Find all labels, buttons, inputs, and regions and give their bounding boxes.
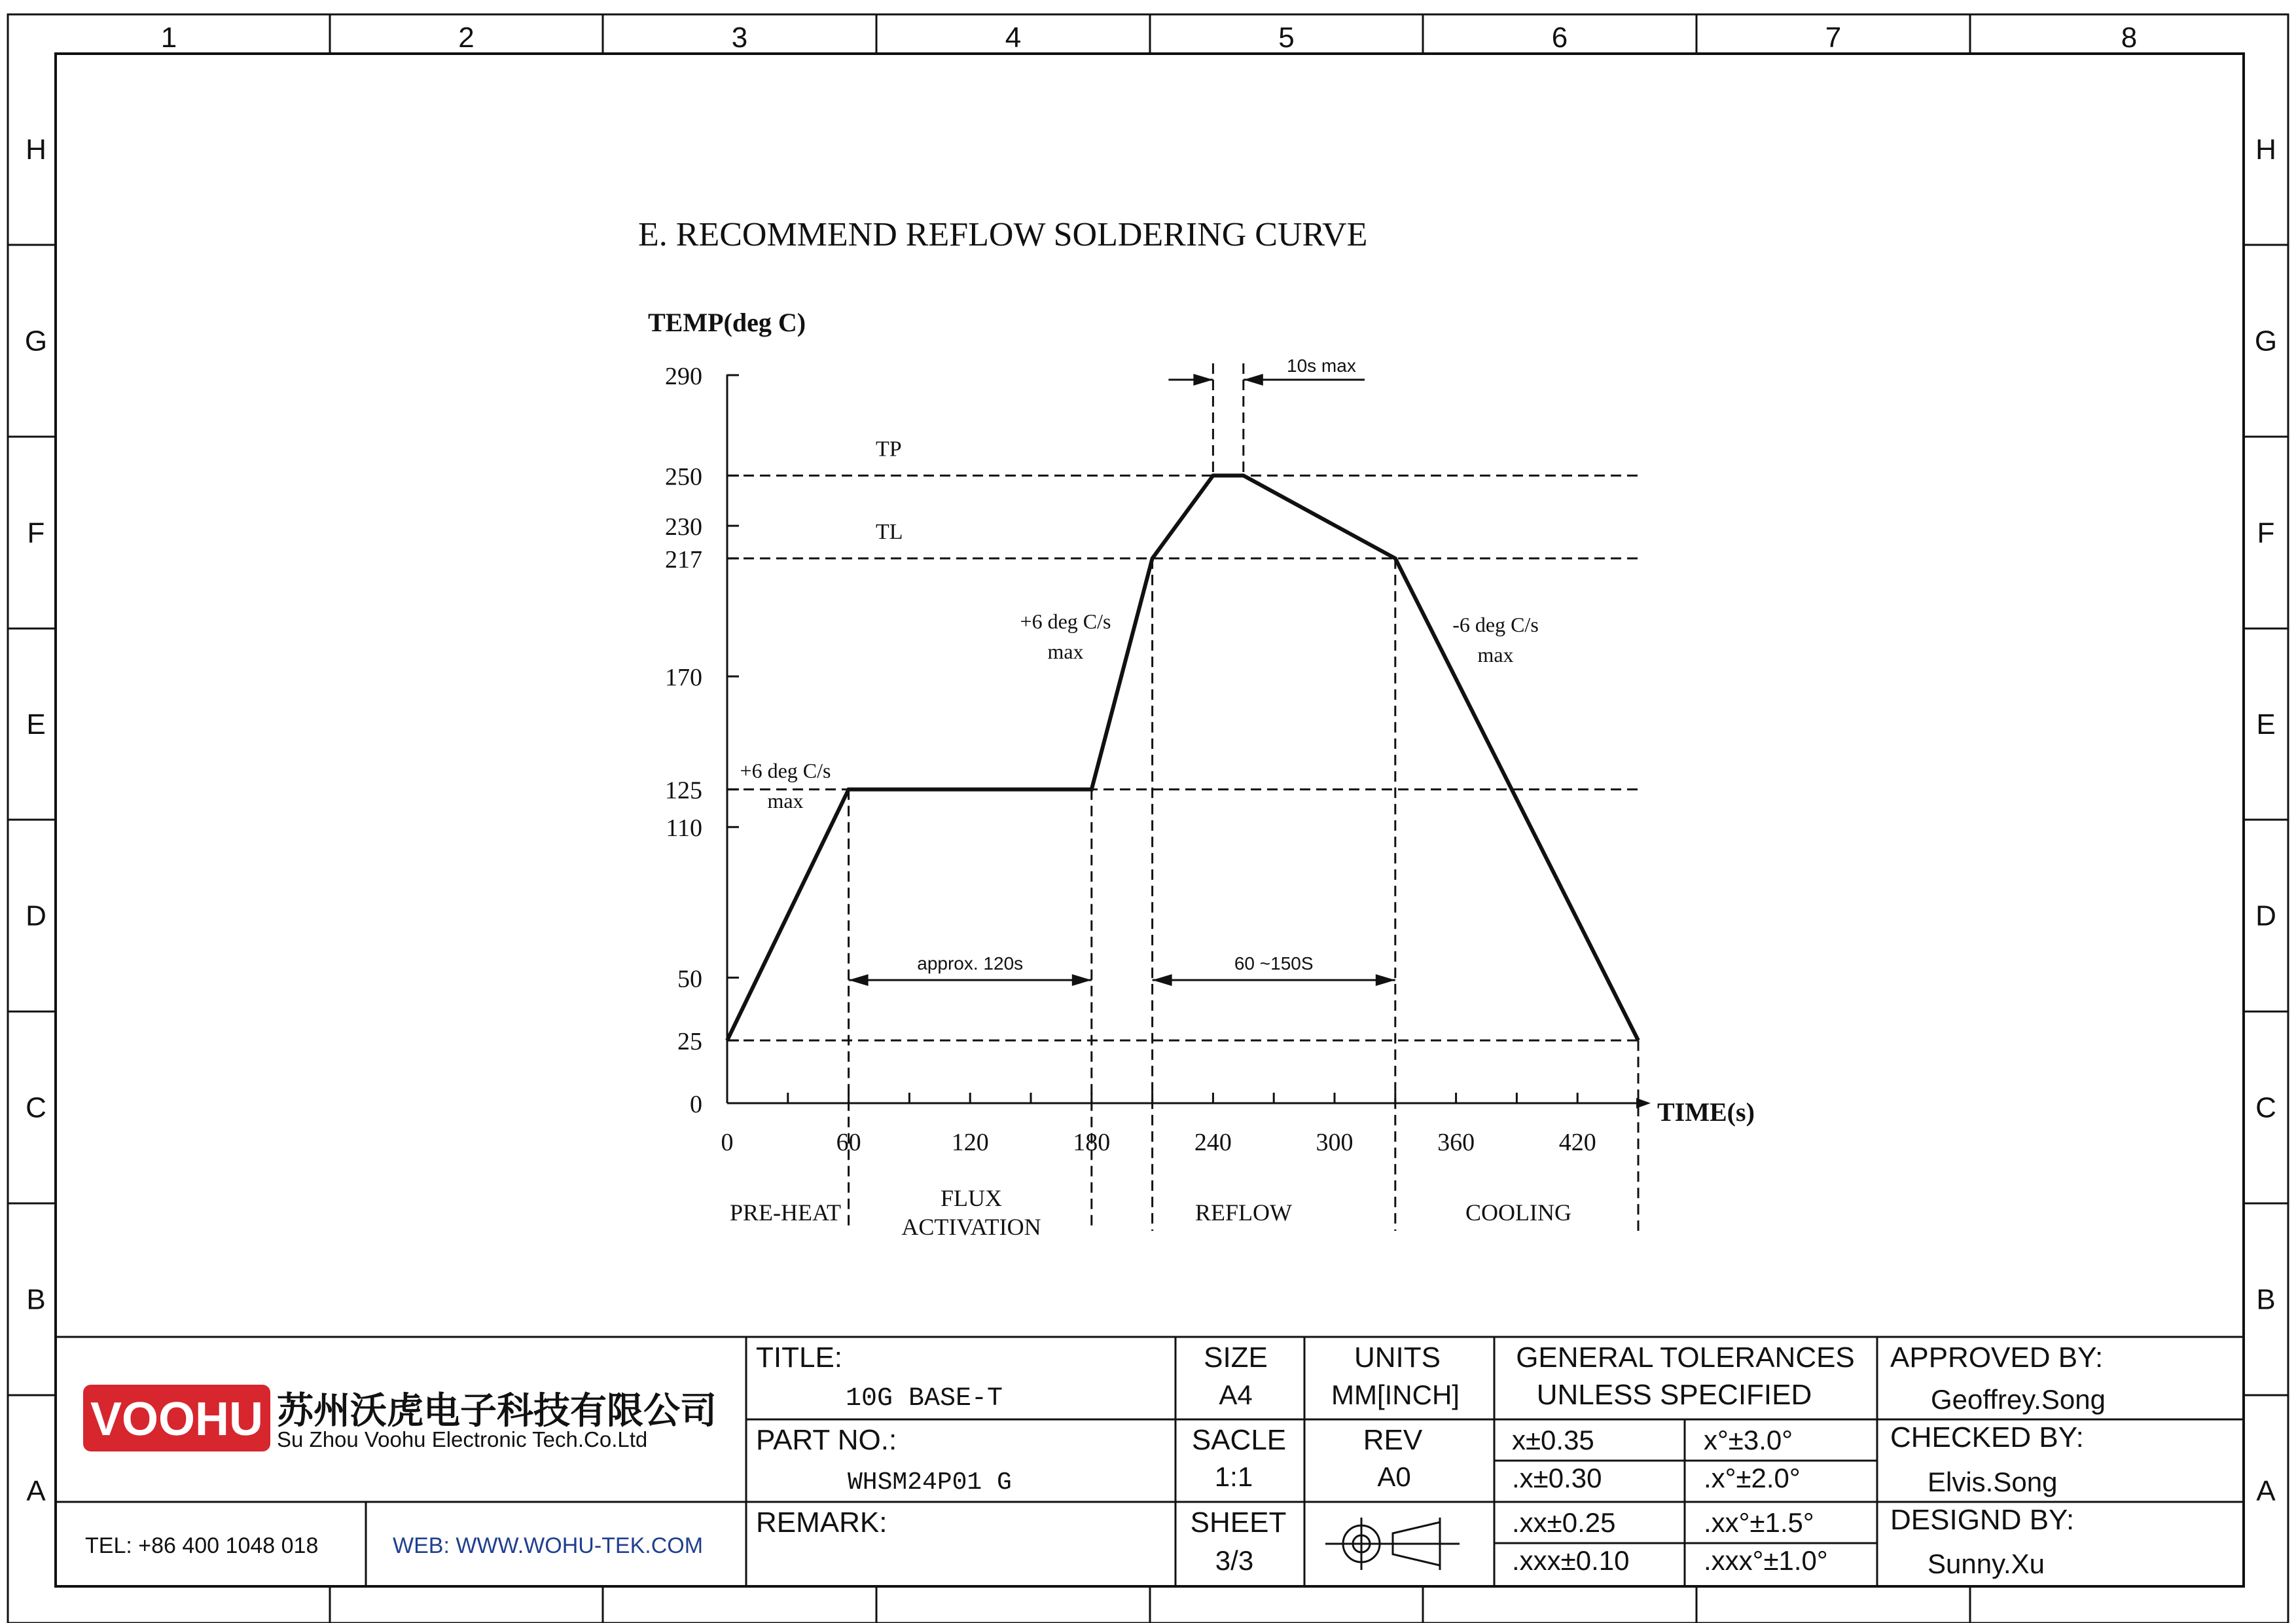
rev-value: A0 xyxy=(1377,1461,1411,1492)
tel-text: TEL: +86 400 1048 018 xyxy=(85,1533,319,1558)
reflow-profile-line xyxy=(727,475,1638,1040)
dimension-arrowhead xyxy=(1072,974,1092,986)
x-tick-label: 240 xyxy=(1194,1129,1232,1156)
phase-label: ACTIVATION xyxy=(901,1214,1041,1240)
sheet-label: SHEET xyxy=(1190,1506,1287,1539)
phase-layer xyxy=(730,1185,1571,1240)
y-tick-label: 170 xyxy=(665,664,702,692)
chart-title: E. RECOMMEND REFLOW SOLDERING CURVE xyxy=(638,216,1368,253)
tolerance-linear-4: .xxx±0.10 xyxy=(1512,1545,1630,1576)
phase-label: COOLING xyxy=(1465,1199,1571,1226)
zone-row-label: D xyxy=(26,900,46,932)
x-tick-label: 60 xyxy=(836,1129,861,1156)
zone-row-label: D xyxy=(2255,900,2276,932)
y-axis-label: TEMP(deg C) xyxy=(648,308,806,337)
dimension-arrowhead xyxy=(1153,974,1172,986)
y-tick-label: 250 xyxy=(665,463,702,491)
slope-annotation: max xyxy=(1477,643,1514,666)
units-value: MM[INCH] xyxy=(1331,1379,1460,1410)
approved-by-label: APPROVED BY: xyxy=(1890,1341,2104,1374)
y-tick-label: 50 xyxy=(677,965,702,993)
x-tick-label: 180 xyxy=(1073,1129,1111,1156)
tolerance-linear-1: x±0.35 xyxy=(1512,1425,1594,1455)
web-link[interactable]: WEB: WWW.WOHU-TEK.COM xyxy=(393,1533,704,1558)
approved-by-value: Geoffrey.Song xyxy=(1931,1384,2106,1415)
company-name-cn: 苏州沃虎电子科技有限公司 xyxy=(277,1390,717,1431)
y-tick-label: 25 xyxy=(677,1028,702,1056)
x-tick-label: 120 xyxy=(951,1129,989,1156)
x-tick-label: 420 xyxy=(1558,1129,1596,1156)
slope-annotation: max xyxy=(1047,640,1084,663)
y-tick-label: 217 xyxy=(665,545,702,574)
tolerance-angular-1: x°±3.0° xyxy=(1704,1425,1793,1455)
reference-line-label: TP xyxy=(876,437,902,462)
title-block xyxy=(56,1337,2244,1586)
y-tick-label: 125 xyxy=(665,776,702,805)
zone-column-label: 8 xyxy=(2121,22,2138,54)
zone-row-label: H xyxy=(2255,134,2276,166)
rev-label: REV xyxy=(1363,1424,1423,1456)
tolerance-linear-3: .xx±0.25 xyxy=(1512,1507,1616,1538)
zone-row-ticks xyxy=(8,245,2288,1395)
size-label: SIZE xyxy=(1204,1341,1268,1374)
annotation-layer xyxy=(740,610,1539,812)
zone-row-labels xyxy=(25,134,2277,1507)
zone-row-label: H xyxy=(26,134,46,166)
zone-row-label: A xyxy=(26,1475,46,1507)
zone-column-label: 1 xyxy=(160,22,177,54)
reference-labels xyxy=(876,437,903,544)
checked-by-label: CHECKED BY: xyxy=(1890,1421,2084,1453)
zone-row-label: G xyxy=(2254,325,2278,357)
reference-line-label: TL xyxy=(876,519,903,544)
checked-by-value: Elvis.Song xyxy=(1928,1467,2058,1497)
y-tick-label: 230 xyxy=(665,513,702,541)
y-tick-label: 290 xyxy=(665,363,702,390)
zone-row-label: B xyxy=(2256,1283,2276,1316)
company-logo-text: VOOHU xyxy=(90,1393,264,1446)
tolerance-angular-4: .xxx°±1.0° xyxy=(1704,1545,1828,1576)
sheet-value: 3/3 xyxy=(1215,1545,1254,1576)
size-value: A4 xyxy=(1219,1379,1253,1410)
zone-row-label: C xyxy=(2255,1091,2276,1124)
tolerance-angular-3: .xx°±1.5° xyxy=(1704,1507,1814,1538)
phase-label: FLUX xyxy=(940,1185,1003,1211)
reflow-chart xyxy=(665,356,1651,1240)
zone-row-label: B xyxy=(26,1283,46,1316)
part-no-label: PART NO.: xyxy=(756,1424,897,1456)
zone-row-label: E xyxy=(2256,708,2276,740)
phase-label: REFLOW xyxy=(1195,1199,1292,1226)
slope-annotation: max xyxy=(767,789,804,812)
zone-column-label: 5 xyxy=(1278,22,1295,54)
dimension-label: 60 ~150S xyxy=(1234,953,1314,974)
remark-label: REMARK: xyxy=(756,1506,888,1539)
zone-row-label: E xyxy=(26,708,46,740)
tolerance-linear-2: .x±0.30 xyxy=(1512,1463,1602,1493)
tolerance-angular-2: .x°±2.0° xyxy=(1704,1463,1801,1493)
zone-row-label: G xyxy=(24,325,48,357)
tolerance-header-1: GENERAL TOLERANCES xyxy=(1516,1341,1855,1374)
title-label: TITLE: xyxy=(756,1341,843,1374)
dimension-label: 10s max xyxy=(1287,356,1356,376)
units-label: UNITS xyxy=(1354,1341,1441,1374)
x-tick-label: 300 xyxy=(1316,1129,1354,1156)
dimension-label: approx. 120s xyxy=(917,953,1024,974)
projection-symbol xyxy=(1325,1518,1460,1570)
slope-annotation: -6 deg C/s xyxy=(1452,613,1539,636)
designed-by-value: Sunny.Xu xyxy=(1928,1548,2045,1579)
dimension-arrowhead xyxy=(1244,374,1263,386)
scale-label: SACLE xyxy=(1191,1424,1287,1456)
zone-row-label: C xyxy=(26,1091,46,1124)
x-tick-label: 0 xyxy=(721,1129,734,1156)
x-tick-label: 360 xyxy=(1437,1129,1475,1156)
title-value: 10G BASE-T xyxy=(846,1384,1003,1413)
series-layer xyxy=(727,475,1638,1040)
zone-row-label: F xyxy=(27,517,45,549)
y-tick-label: 110 xyxy=(666,814,702,843)
dimension-arrowhead xyxy=(1376,974,1395,986)
slope-annotation: +6 deg C/s xyxy=(1020,610,1111,633)
zone-row-label: F xyxy=(2257,517,2275,549)
outer-border xyxy=(8,14,2288,1623)
zone-column-label: 6 xyxy=(1551,22,1568,54)
zone-column-label: 2 xyxy=(458,22,475,54)
tolerance-header-2: UNLESS SPECIFIED xyxy=(1536,1379,1812,1411)
zone-column-label: 3 xyxy=(731,22,748,54)
dimension-arrowhead xyxy=(1193,374,1213,386)
company-name-en: Su Zhou Voohu Electronic Tech.Co.Ltd xyxy=(277,1427,648,1451)
zone-row-label: A xyxy=(2256,1475,2276,1507)
designed-by-label: DESIGND BY: xyxy=(1890,1504,2075,1536)
y-tick-label: 0 xyxy=(690,1091,702,1118)
zone-column-label: 7 xyxy=(1825,22,1842,54)
slope-annotation: +6 deg C/s xyxy=(740,759,831,782)
part-no-value: WHSM24P01 G xyxy=(848,1468,1012,1497)
dimension-arrowhead xyxy=(849,974,869,986)
reference-lines xyxy=(727,363,1638,1231)
zone-column-label: 4 xyxy=(1005,22,1022,54)
x-axis-label: TIME(s) xyxy=(1657,1097,1755,1127)
scale-value: 1:1 xyxy=(1214,1461,1253,1492)
phase-label: PRE-HEAT xyxy=(730,1199,841,1226)
